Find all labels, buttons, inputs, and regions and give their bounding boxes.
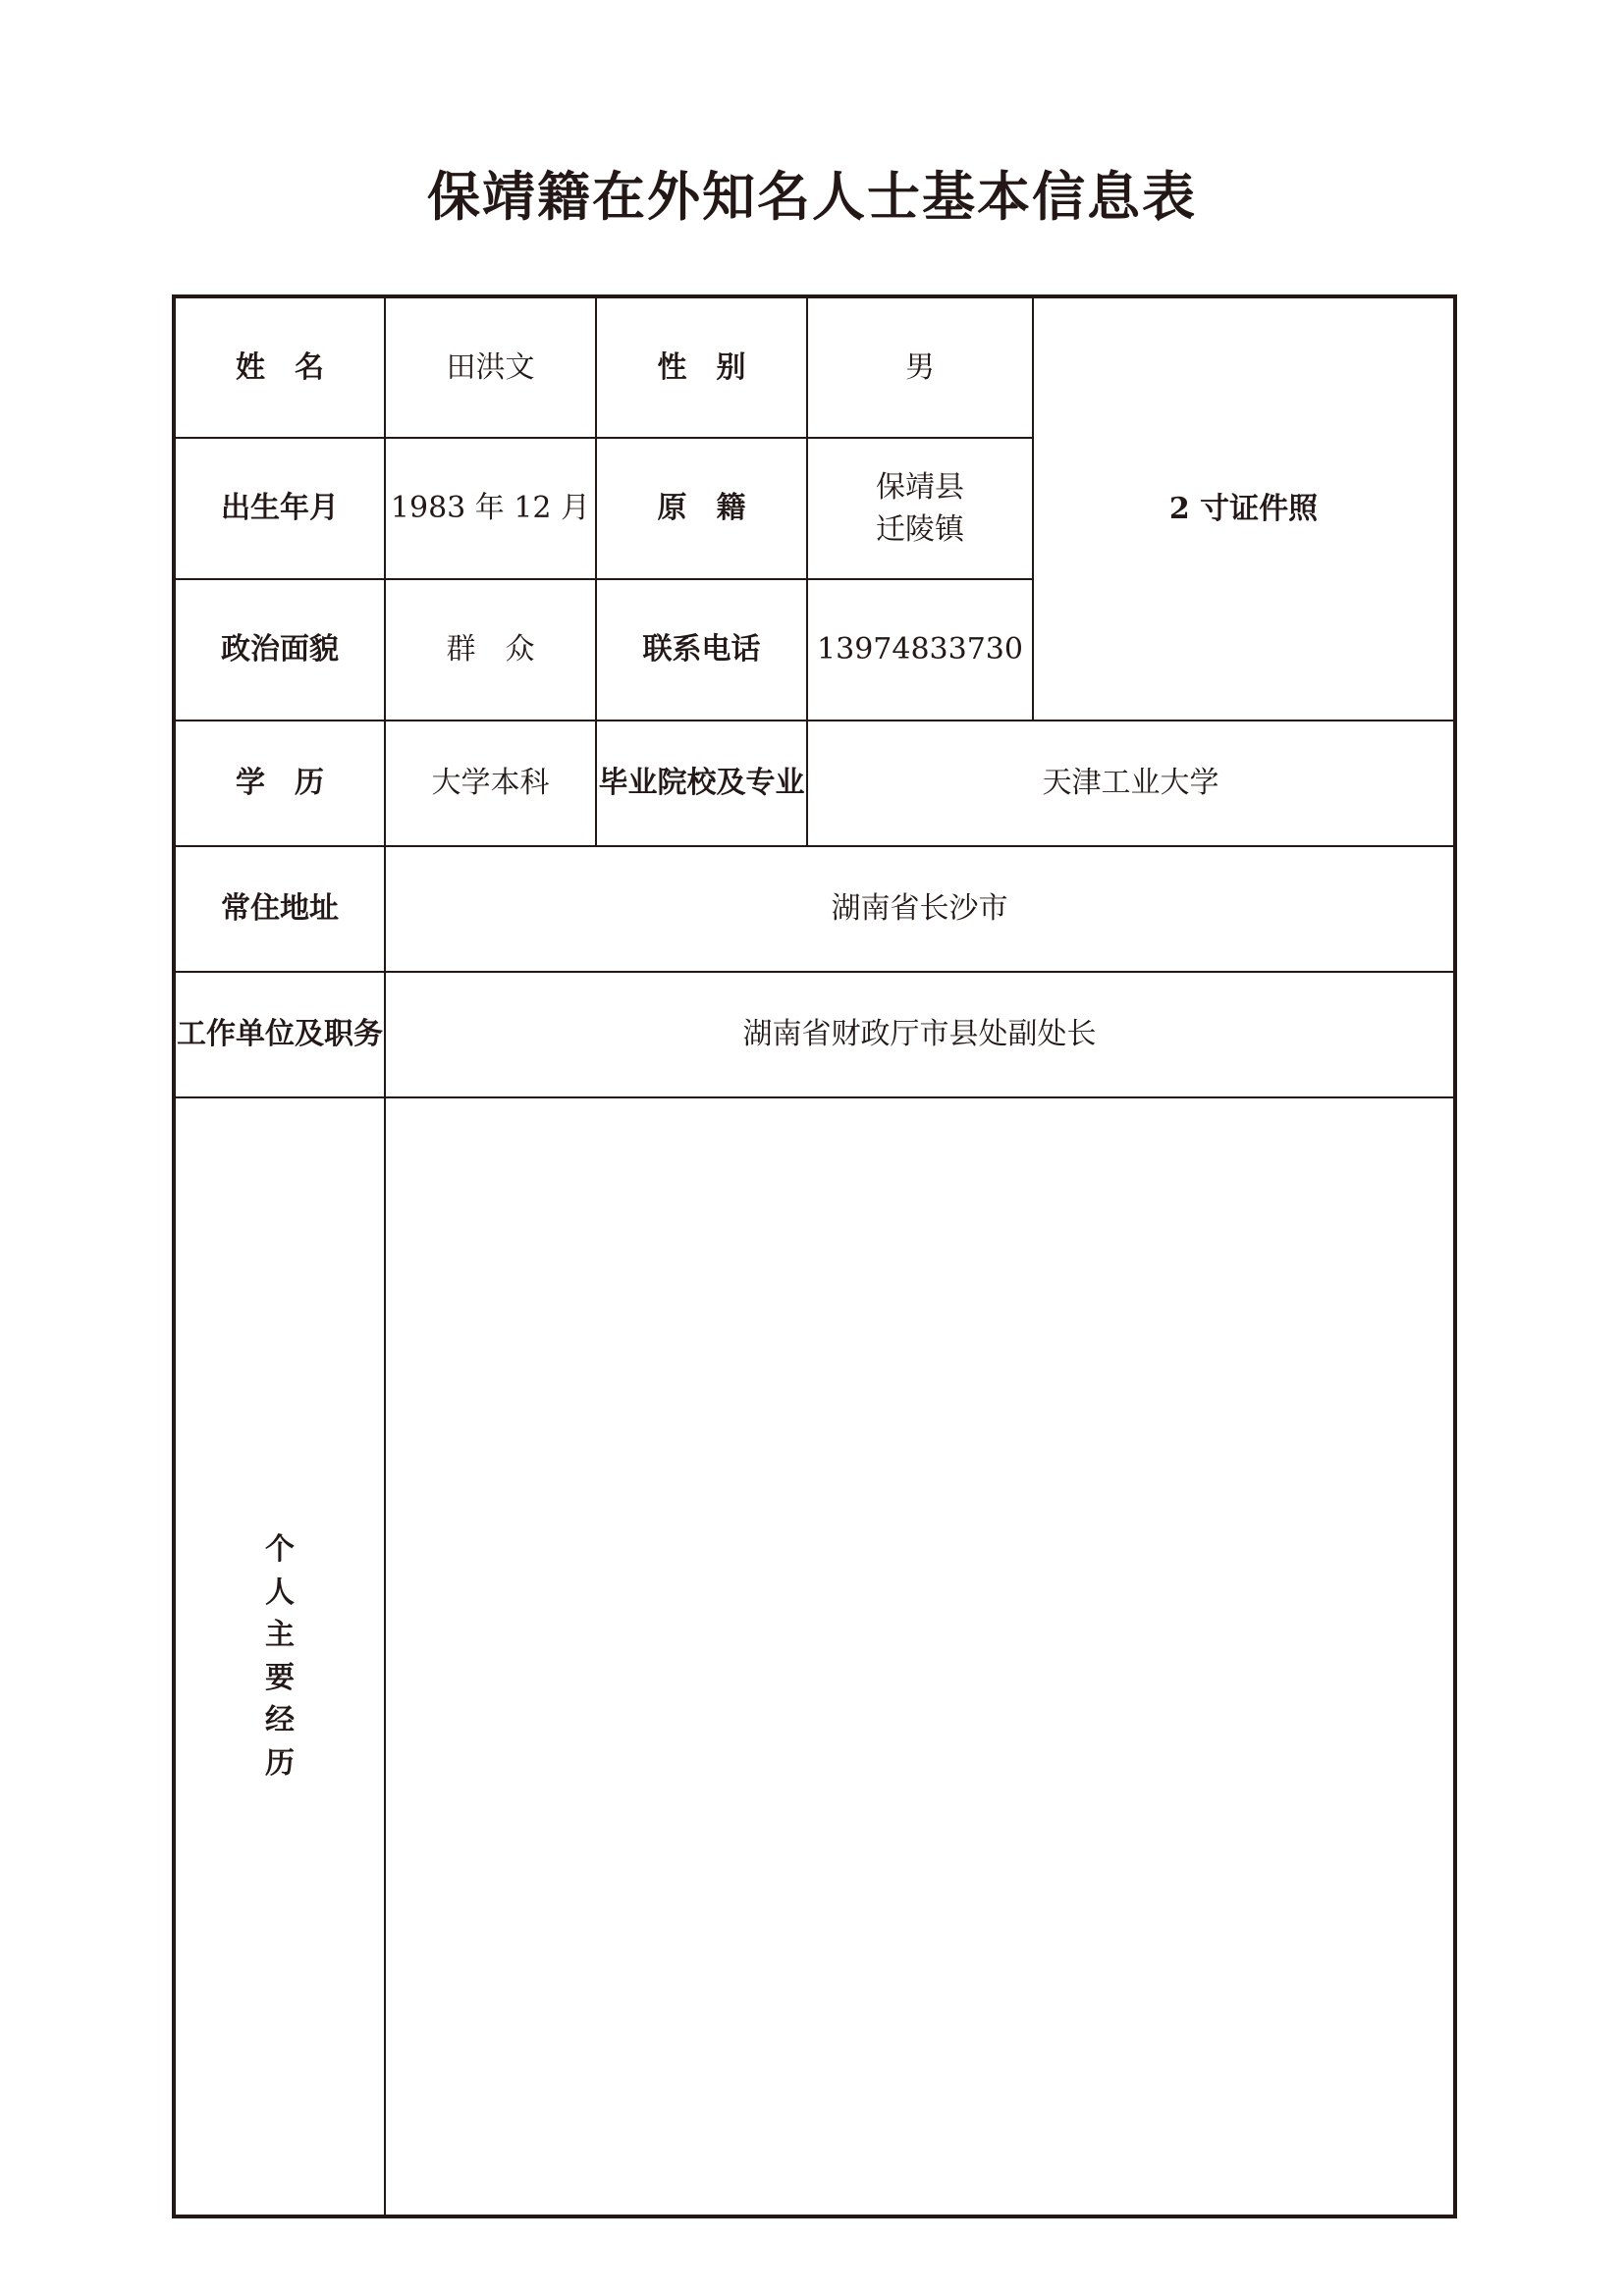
photo-placeholder-cell: 2 寸证件照 [1033, 296, 1455, 721]
label-address: 常住地址 [174, 846, 385, 972]
label-education-char-b: 历 [295, 766, 324, 801]
table-row-name [174, 296, 1455, 438]
page-title: 保靖籍在外知名人士基本信息表 [427, 165, 1197, 228]
person-info-table [172, 294, 1457, 2218]
label-name-char-b: 名 [295, 349, 324, 385]
table-row-education [174, 721, 1455, 846]
label-gender-char-b: 别 [716, 349, 746, 385]
label-personal-experience-char: 历 [265, 1745, 295, 1781]
label-work-unit: 工作单位及职务 [174, 972, 385, 1097]
value-native-place-line2: 迁陵镇 [876, 512, 964, 547]
value-work-unit: 湖南省财政厅市县处副处长 [385, 972, 1455, 1097]
value-native-place-line1: 保靖县 [876, 469, 964, 505]
label-school: 毕业院校及专业 [596, 721, 807, 846]
table-row-work-unit [174, 972, 1455, 1097]
value-gender: 男 [807, 296, 1033, 438]
label-personal-experience-char: 主 [265, 1618, 295, 1652]
label-gender [596, 296, 807, 438]
value-name: 田洪文 [385, 296, 596, 438]
value-phone: 13974833730 [807, 579, 1033, 721]
label-gender-char-a: 性 [657, 349, 687, 385]
value-political-status-char-b: 众 [505, 632, 535, 667]
table-row-address [174, 846, 1455, 972]
label-education-char-a: 学 [236, 766, 265, 801]
value-school: 天津工业大学 [807, 721, 1455, 846]
label-native-place [596, 438, 807, 579]
label-education [174, 721, 385, 846]
value-native-place [807, 438, 1033, 579]
label-personal-experience-char: 经 [265, 1703, 295, 1737]
value-birth-date: 1983 年 12 月 [385, 438, 596, 579]
value-political-status-char-a: 群 [446, 632, 476, 667]
label-political-status: 政治面貌 [174, 579, 385, 721]
label-personal-experience-char: 要 [265, 1660, 295, 1695]
value-personal-experience [385, 1097, 1455, 2216]
label-name-char-a: 姓 [236, 349, 265, 385]
label-personal-experience [174, 1097, 385, 2216]
label-name [174, 296, 385, 438]
label-personal-experience-char: 人 [265, 1575, 295, 1610]
label-native-place-char-a: 原 [657, 491, 687, 526]
value-political-status [385, 579, 596, 721]
label-personal-experience-char: 个 [265, 1532, 295, 1567]
label-native-place-char-b: 籍 [716, 491, 746, 526]
value-education: 大学本科 [385, 721, 596, 846]
table-row-experience [174, 1097, 1455, 2216]
label-birth-date: 出生年月 [174, 438, 385, 579]
label-phone: 联系电话 [596, 579, 807, 721]
value-address: 湖南省长沙市 [385, 846, 1455, 972]
